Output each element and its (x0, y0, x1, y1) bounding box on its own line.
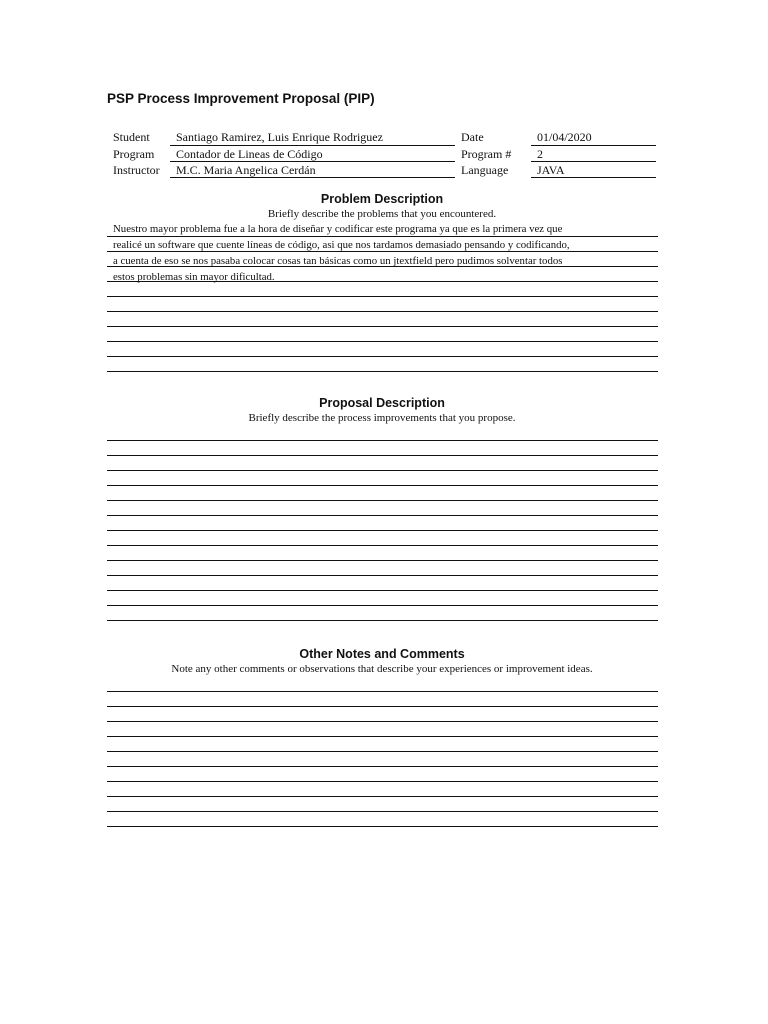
student-underline (170, 145, 455, 146)
notes-section-subtitle: Note any other comments or observations that describe your experiences or improvement ideas. (171, 663, 593, 675)
program-number-underline (531, 161, 656, 162)
instructor-label: Instructor (113, 163, 160, 177)
date-label: Date (461, 130, 484, 144)
program-underline (170, 161, 455, 162)
date-field[interactable]: 01/04/2020 (537, 130, 592, 144)
problem-line: a cuenta de eso se nos pasaba colocar cosas tan básicas como un jtextfield pero pudimos solventar todos (113, 255, 563, 267)
problem-text[interactable] (113, 221, 658, 285)
problem-section-subtitle: Briefly describe the problems that you encountered. (267, 208, 497, 220)
language-field[interactable]: JAVA (537, 163, 565, 177)
program-number-label: Program # (461, 147, 512, 161)
program-number-field[interactable]: 2 (537, 147, 543, 161)
proposal-section-subtitle: Briefly describe the process improvements that you propose. (248, 412, 516, 424)
problem-line: Nuestro mayor problema fue a la hora de diseñar y codificar este programa ya que es la primera vez que (113, 223, 563, 235)
program-label: Program (113, 147, 155, 161)
student-field[interactable]: Santiago Ramirez, Luis Enrique Rodriguez (176, 130, 383, 144)
proposal-section-title: Proposal Description (319, 396, 445, 410)
student-label: Student (113, 130, 150, 144)
problem-section-title: Problem Description (320, 192, 444, 206)
proposal-lines[interactable] (107, 426, 658, 621)
page-title: PSP Process Improvement Proposal (PIP) (107, 91, 375, 106)
problem-line: realicé un software que cuente líneas de código, asi que nos tardamos demasiado pensando y codificando, (113, 239, 570, 251)
notes-section-title: Other Notes and Comments (299, 647, 465, 661)
instructor-field[interactable]: M.C. Maria Angelica Cerdán (176, 163, 316, 177)
language-label: Language (461, 163, 509, 177)
instructor-underline (170, 177, 455, 178)
program-field[interactable]: Contador de Lineas de Código (176, 147, 323, 161)
language-underline (531, 177, 656, 178)
problem-line: estos problemas sin mayor dificultad. (113, 271, 275, 283)
notes-lines[interactable] (107, 677, 658, 827)
date-underline (531, 145, 656, 146)
